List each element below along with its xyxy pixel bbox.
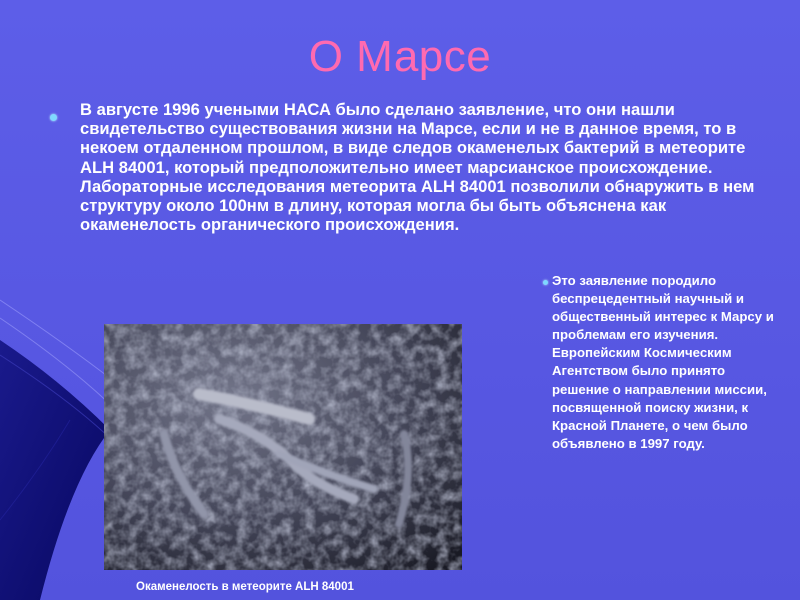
meteorite-photo — [104, 324, 462, 570]
main-paragraph: В августе 1996 учеными НАСА было сделано заявление, что они нашли свидетельство существования жизни на Марсе, если и не в данное время, то в некоем отдаленном прошлом, в виде следов окаменелых бактерий в метеорите ALH 84001, который предположительно имеет марсианское происхождение. Лабораторные исследования метеорита ALH 84001 позволили обнаружить в нем структуру около 100нм в длину, которая могла бы быть объяснена как окаменелость органического происхождения. — [80, 100, 755, 235]
side-paragraph: Это заявление породило беспрецедентный научный и общественный интерес к Марсу и проблемам его изучения. Европейским Космическим Агентством было принято решение о направлении миссии, посвященной поиску жизни, к Красной Планете, о чем было объявлено в 1997 году. — [552, 273, 774, 451]
bullet-icon — [50, 114, 57, 121]
bullet-icon — [543, 280, 548, 285]
slide-title: О Марсе — [308, 32, 492, 81]
photo-caption: Окаменелость в метеорите ALH 84001 — [136, 581, 354, 593]
